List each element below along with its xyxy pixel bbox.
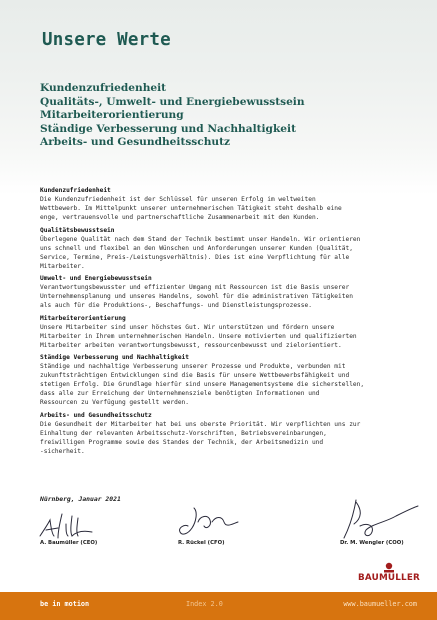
section-heading: Qualitätsbewusstsein (40, 226, 115, 234)
values-list (40, 82, 420, 150)
section-heading: Umwelt- und Energiebewusstsein (40, 275, 152, 283)
company-logo (354, 562, 424, 584)
signatory-name: Dr. M. Wengler (COO) (340, 540, 404, 546)
section-umwelt (40, 274, 415, 310)
footer-index: Index 2.0 (186, 600, 223, 608)
value-item: Ständige Verbesserung und Nachhaltigkeit (40, 122, 296, 135)
section-heading: Kundenzufriedenheit (40, 187, 111, 194)
footer-slogan: be in motion (40, 600, 90, 608)
footer-website-link[interactable]: www.baumueller.com (343, 600, 417, 608)
section-heading: Mitarbeiterorientierung (40, 314, 126, 322)
value-item: Arbeits- und Gesundheitsschutz (40, 136, 231, 149)
section-qualitaet (40, 226, 415, 271)
value-item: Mitarbeiterorientierung (40, 109, 184, 122)
section-text: Die Gesundheit der Mitarbeiter hat bei uns oberste Priorität. Wir verpflichten uns zur Einhaltung der relevanten Arbeitsschutz-Vorschriften, Betriebsvereinbarungen, freiwilligen Programme sowie des Standes der Technik, der Arbeitsmedizin und -sicherheit. (40, 420, 361, 455)
value-item: Kundenzufriedenheit (40, 82, 167, 94)
signature-cfo (172, 502, 244, 542)
signatory-name: A. Baumüller (CEO) (40, 540, 98, 546)
section-heading: Ständige Verbesserung und Nachhaltigkeit (40, 354, 190, 362)
signature-ceo (36, 506, 106, 542)
document-body (40, 186, 415, 460)
section-text: Unsere Mitarbeiter sind unser höchstes Gut. Wir unterstützen und fördern unsere Mitarbeiter in Ihrem unternehmerischen Handeln. Unsere motivierten und qualifizierten Mitarbeiter arbeiten verantwortungsbewusst, ressourcenbewusst und zielorientiert. (40, 323, 357, 349)
section-heading: Arbeits- und Gesundheitsschutz (40, 411, 152, 419)
section-arbeitsschutz (40, 411, 415, 456)
section-text: Überlegene Qualität nach dem Stand der Technik bestimmt unser Handeln. Wir orientieren uns schnell und flexibel an den Wünschen und Anforderungen unserer Kunden (Qualität, Service, Termine, Preis-/Leistungsverhältnis). Dies ist eine Verpflichtung für alle Mitarbeiter. (40, 235, 361, 270)
signature-coo (326, 496, 422, 544)
section-text: Die Kundenzufriedenheit ist der Schlüssel für unseren Erfolg im weltweiten Wettbewerb. Im Mittelpunkt unserer unternehmerischen Tätigkeit steht deshalb eine enge, vertrauensvolle und partnerschaftliche Zusammenarbeit mit den Kunden. (40, 196, 342, 221)
section-mitarbeiter (40, 314, 415, 350)
section-text: Ständige und nachhaltige Verbesserung unserer Prozesse und Produkte, verbunden mit zukunftsträchtigen Entwicklungen sind die Basis für unsere Wettbewerbsfähigkeit und stetigen Erfolg. Die Grundlage hierfür sind unsere Managementsysteme die sicherstellen, dass alle zur Erreichung der Unternehmensziele benötigten Informationen und Ressourcen zu Verfügung gestellt werden. (40, 363, 365, 407)
date-line: Nürnberg, Januar 2021 (40, 495, 121, 503)
logo-wordmark: BAUMULLER (357, 573, 421, 583)
signatory-name: R. Rückel (CFO) (178, 540, 225, 546)
footer-bar (0, 592, 437, 620)
value-item: Qualitäts-, Umwelt- und Energiebewusstsein (40, 95, 305, 108)
page-title: Unsere Werte (42, 30, 171, 50)
section-verbesserung (40, 353, 415, 407)
section-text: Verantwortungsbewusster und effizienter Umgang mit Ressourcen ist die Basis unserer Unternehmensplanung und unseres Handelns, sowohl für die administrativen Tätigkeiten als auch für die Produktions-, Beschaffungs- und Dienstleistungsprozesse. (40, 284, 353, 310)
section-kundenzufriedenheit (40, 186, 415, 222)
logo-mark-icon (383, 562, 395, 573)
